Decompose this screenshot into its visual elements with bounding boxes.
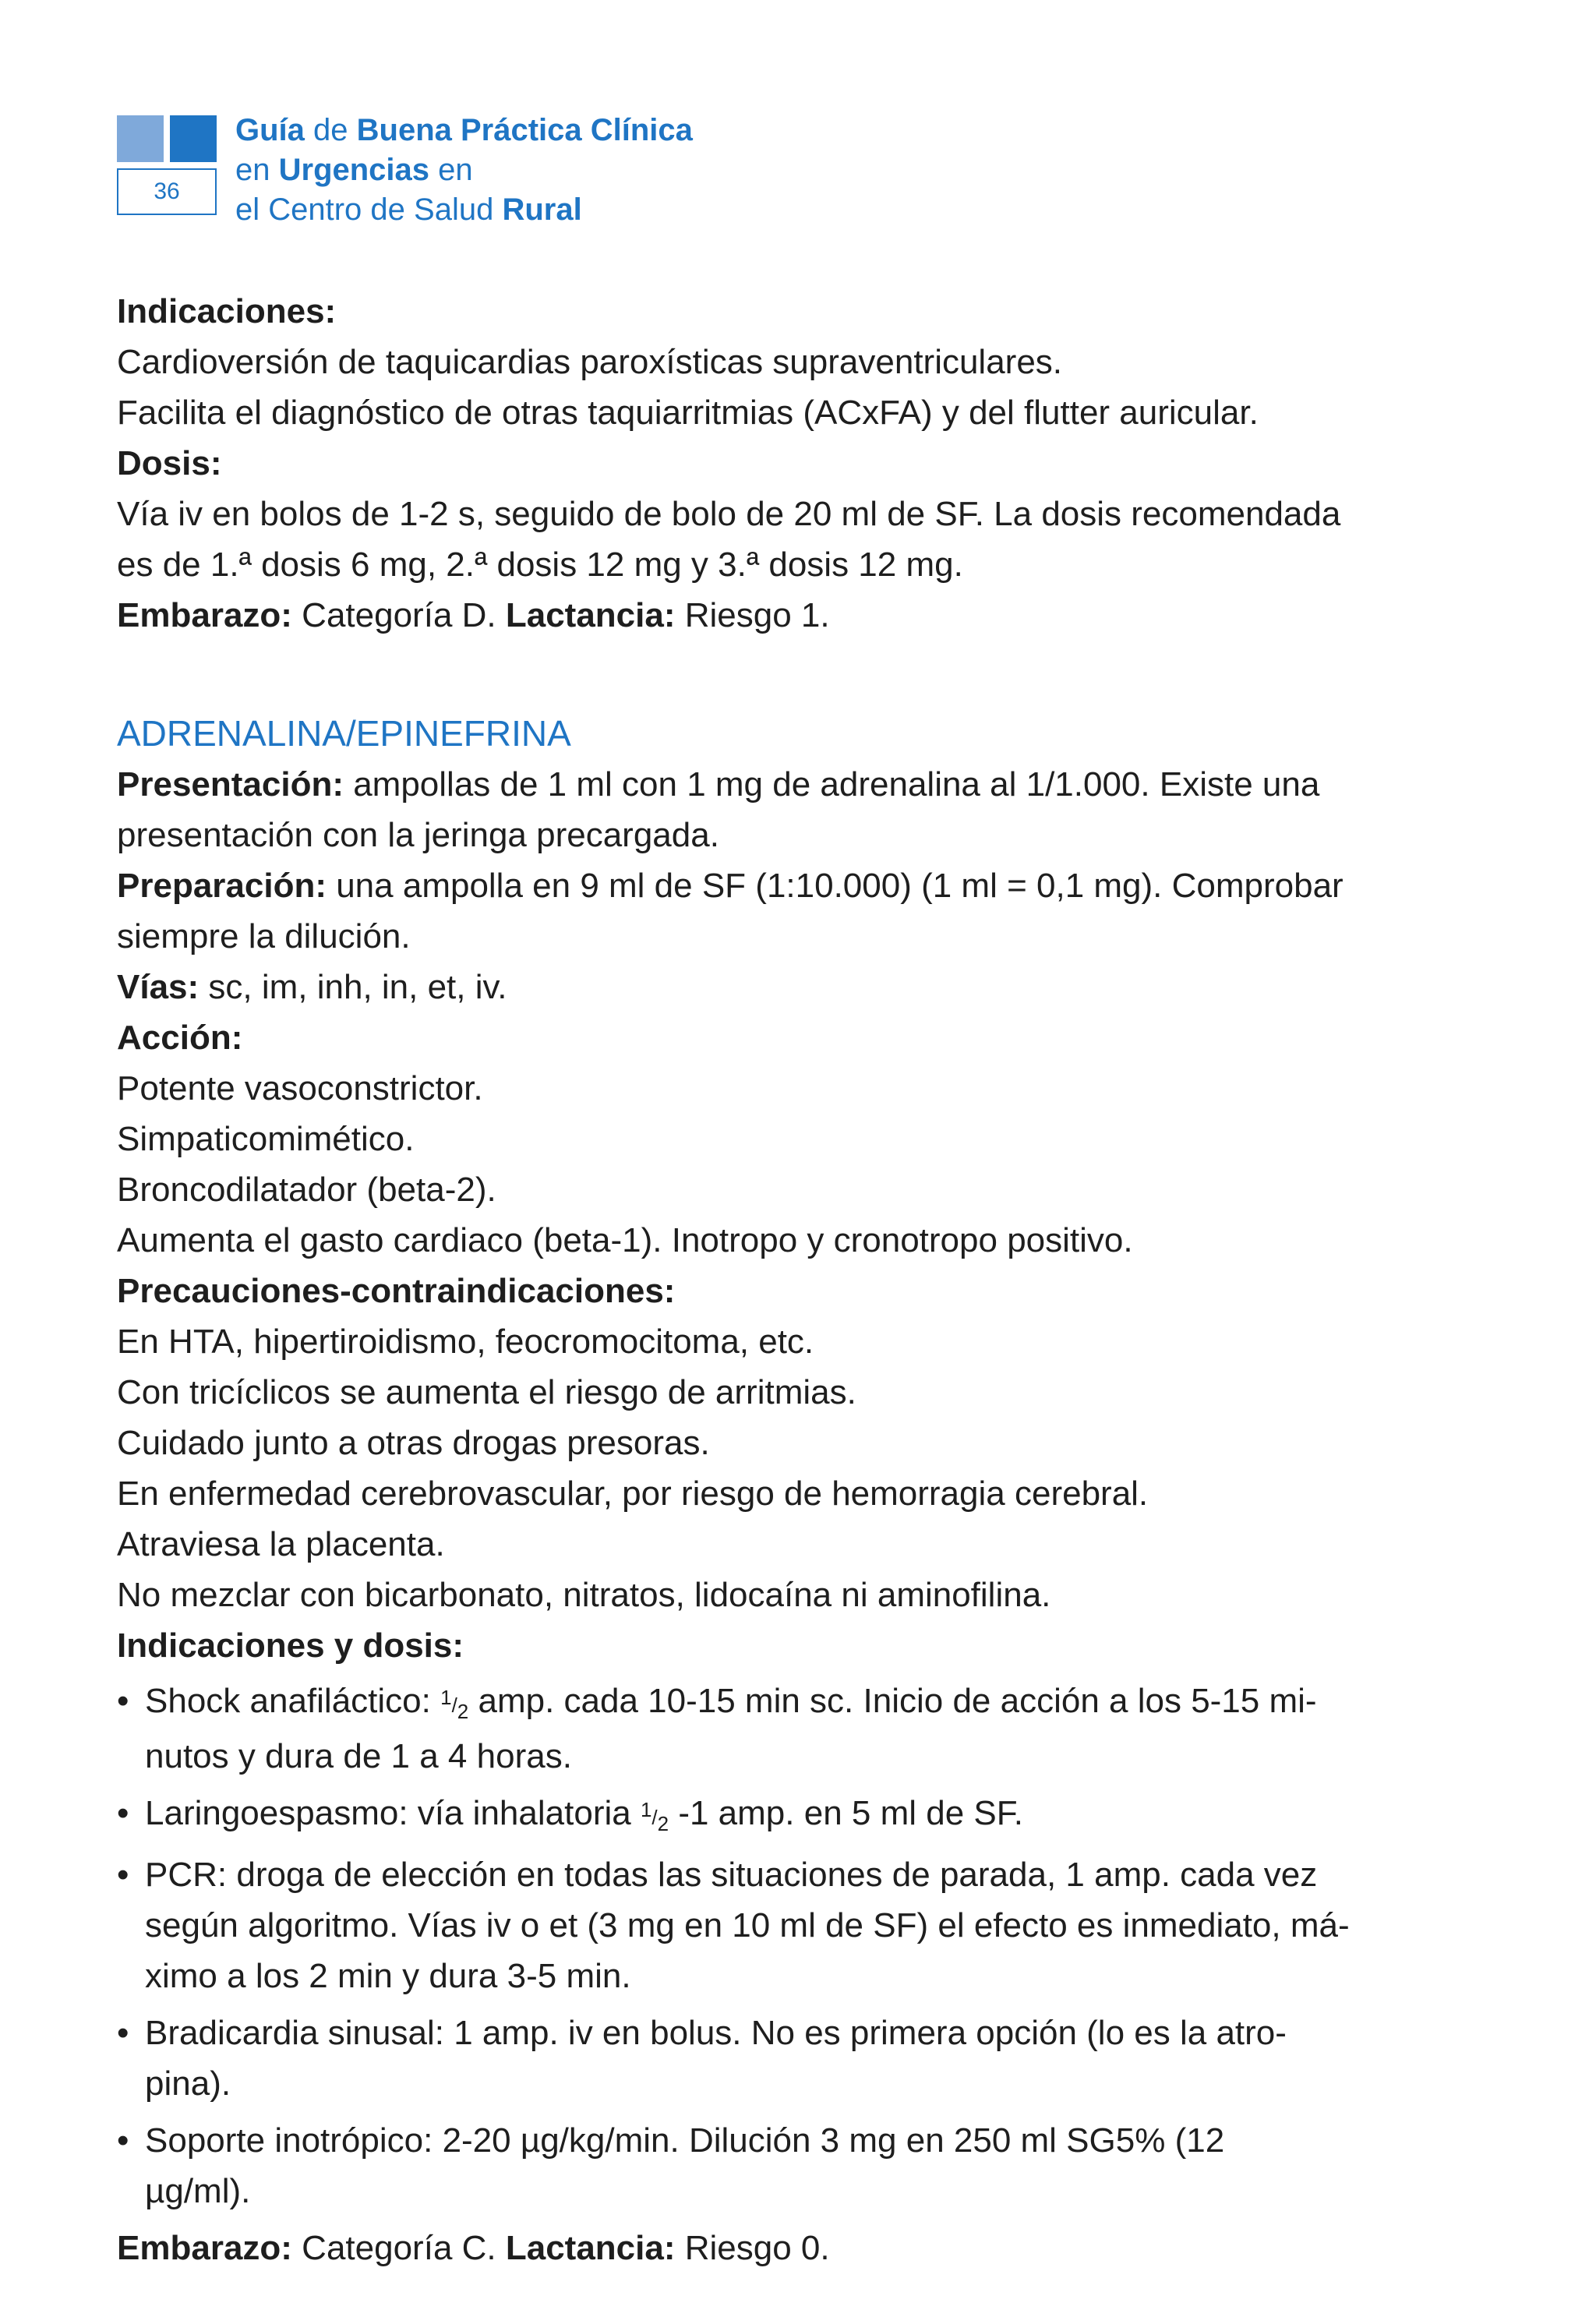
- precaucion-line: Atraviesa la placenta.: [117, 1525, 445, 1563]
- indicaciones-dosis-heading: Indicaciones y dosis:: [117, 1626, 464, 1665]
- accion-line: Broncodilatador (beta-2).: [117, 1171, 496, 1209]
- fraction-half: 1/2: [440, 1686, 469, 1723]
- precaucion-line: En HTA, hipertiroidismo, feocromocitoma, etc.: [117, 1323, 814, 1361]
- body-text: [117, 286, 1403, 2273]
- book-title-line-1: Guía de Buena Práctica Clínica: [235, 113, 693, 147]
- precauciones-heading: Precauciones-contraindicaciones:: [117, 1272, 676, 1310]
- embarazo-lactancia: Embarazo: Categoría D. Lactancia: Riesgo 1.: [117, 596, 830, 634]
- header-square-light: [117, 115, 164, 162]
- dosis-heading: Dosis:: [117, 444, 222, 482]
- list-item: • Laringoespasmo: vía inhalatoria 1/2 -1 amp. en 5 ml de SF.: [117, 1788, 1403, 1843]
- precaucion-line: En enfermedad cerebrovascular, por riesgo de hemorragia cerebral.: [117, 1475, 1149, 1513]
- book-title: [235, 111, 693, 230]
- accion-line: Simpaticomimético.: [117, 1120, 415, 1158]
- fraction-half: 1/2: [640, 1798, 669, 1835]
- accion-line: Potente vasoconstrictor.: [117, 1069, 483, 1107]
- header-square-dark: [170, 115, 217, 162]
- vias-line: Vías: sc, im, inh, in, et, iv.: [117, 968, 507, 1006]
- preparacion-line: Preparación: una ampolla en 9 ml de SF (1:10.000) (1 ml = 0,1 mg). Comprobar: [117, 867, 1344, 905]
- precaucion-line: Cuidado junto a otras drogas presoras.: [117, 1424, 710, 1462]
- bullet: •: [117, 1794, 129, 1832]
- accion-line: Aumenta el gasto cardiaco (beta-1). Inotropo y cronotropo positivo.: [117, 1221, 1133, 1259]
- bullet: •: [117, 2014, 129, 2052]
- list-item: • Shock anafiláctico: 1/2 amp. cada 10-15 min sc. Inicio de acción a los 5-15 mi- nutos y dura de 1 a 4 horas.: [117, 1676, 1403, 1782]
- bullet: •: [117, 2121, 129, 2160]
- accion-heading: Acción:: [117, 1019, 243, 1057]
- indicacion-line: Cardioversión de taquicardias paroxísticas supraventriculares.: [117, 343, 1063, 381]
- running-header: [117, 113, 818, 227]
- list-item: • Soporte inotrópico: 2-20 µg/kg/min. Dilución 3 mg en 250 ml SG5% (12 µg/ml).: [117, 2115, 1403, 2216]
- indicaciones-heading: Indicaciones:: [117, 292, 337, 330]
- dosis-line: es de 1.ª dosis 6 mg, 2.ª dosis 12 mg y 3.ª dosis 12 mg.: [117, 546, 963, 584]
- indicaciones-list: [117, 1676, 1403, 2216]
- indicacion-line: Facilita el diagnóstico de otras taquiarritmias (ACxFA) y del flutter auricular.: [117, 394, 1259, 432]
- dosis-line: Vía iv en bolos de 1-2 s, seguido de bolo de 20 ml de SF. La dosis recomendada: [117, 495, 1341, 533]
- book-title-line-3: el Centro de Salud Rural: [235, 192, 582, 227]
- book-title-line-2: en Urgencias en: [235, 153, 473, 187]
- bullet: •: [117, 1682, 129, 1720]
- list-item: • PCR: droga de elección en todas las situaciones de parada, 1 amp. cada vez según algoritmo. Vías iv o et (3 mg en 10 ml de SF) el efecto es inmediato, má- ximo a los 2 min y dura 3-5 min.: [117, 1849, 1403, 2001]
- section-title: ADRENALINA/EPINEFRINA: [117, 713, 571, 754]
- list-item: • Bradicardia sinusal: 1 amp. iv en bolus. No es primera opción (lo es la atro- pina).: [117, 2008, 1403, 2109]
- section-gap: [117, 641, 1403, 708]
- page-number: 36: [117, 168, 217, 215]
- embarazo-lactancia: Embarazo: Categoría C. Lactancia: Riesgo 0.: [117, 2229, 830, 2267]
- presentacion-line: Presentación: ampollas de 1 ml con 1 mg de adrenalina al 1/1.000. Existe una: [117, 765, 1320, 804]
- precaucion-line: No mezclar con bicarbonato, nitratos, lidocaína ni aminofilina.: [117, 1576, 1051, 1614]
- bullet: •: [117, 1856, 129, 1894]
- precaucion-line: Con tricíclicos se aumenta el riesgo de arritmias.: [117, 1373, 856, 1411]
- presentacion-line: presentación con la jeringa precargada.: [117, 816, 719, 854]
- preparacion-line: siempre la dilución.: [117, 917, 411, 955]
